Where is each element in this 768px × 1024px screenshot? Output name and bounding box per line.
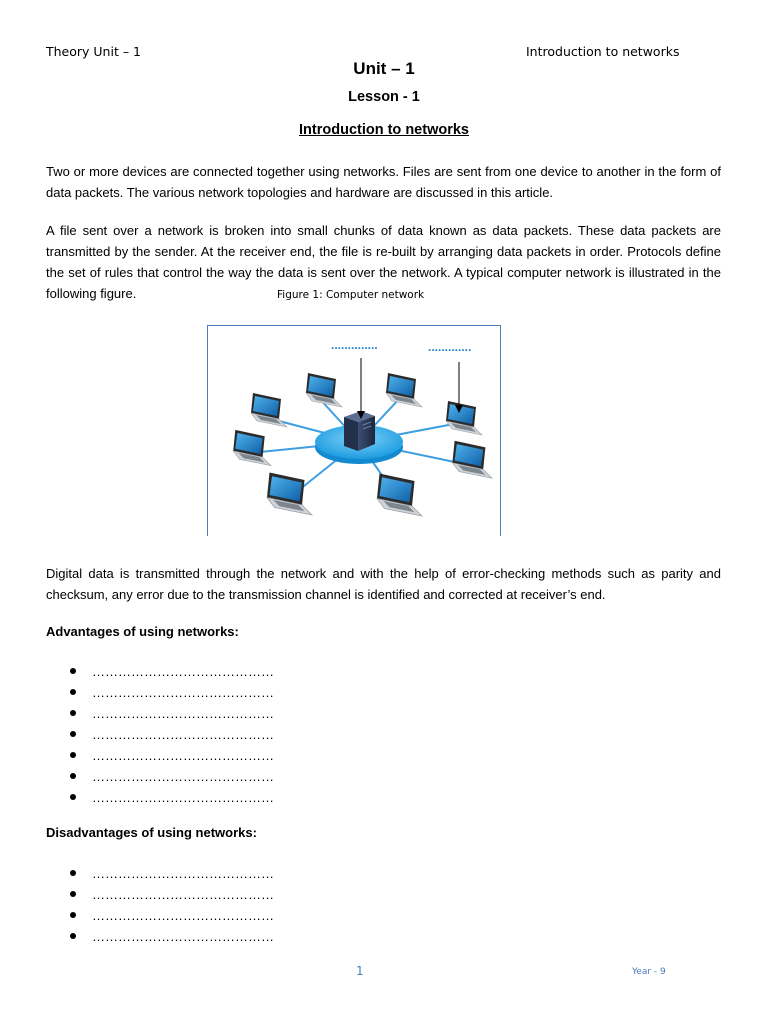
list-item (60, 766, 274, 787)
bullet-icon (70, 794, 76, 800)
unit-title: Unit – 1 (353, 59, 415, 78)
paragraph-data-packets: A file sent over a network is broken into small chunks of data known as data packets. These data packets are transmitted by the sender. At the receiver end, the file is re-built by arranging data packets in order. Protocols define the set of rules that control the way the data is sent over the network. A typical computer network is illustrated in the following figure. (46, 223, 721, 301)
page-number: 1 (356, 964, 364, 978)
disadvantages-heading: Disadvantages of using networks: (46, 825, 257, 840)
list-item (60, 905, 274, 926)
blank-line: …………………………………… (92, 748, 274, 763)
blank-line: …………………………………… (92, 769, 274, 784)
header-left: Theory Unit – 1 (46, 44, 142, 59)
list-item (60, 745, 274, 766)
list-item (60, 787, 274, 808)
blank-line: …………………………………… (92, 685, 274, 700)
bullet-icon (70, 752, 76, 758)
list-item (60, 682, 274, 703)
bullet-icon (70, 773, 76, 779)
blank-line: …………………………………… (92, 866, 274, 881)
list-item (60, 884, 274, 905)
advantages-list (60, 661, 274, 808)
blank-line: …………………………………… (92, 929, 274, 944)
blank-line: …………………………………… (92, 664, 274, 679)
figure-caption: Figure 1: Computer network (277, 289, 425, 301)
blank-line: …………………………………… (92, 908, 274, 923)
blank-line: …………………………………… (92, 887, 274, 902)
list-item (60, 926, 274, 947)
blank-line: …………………………………… (92, 790, 274, 805)
topic-title: Introduction to networks (299, 122, 469, 138)
bullet-icon (70, 731, 76, 737)
lesson-title: Lesson - 1 (348, 89, 420, 105)
paragraph-error-checking: Digital data is transmitted through the network and with the help of error-checking methods such as parity and checksum, any error due to the transmission channel is identified and corrected at receiver’s end. (46, 566, 721, 602)
bullet-icon (70, 912, 76, 918)
bullet-icon (70, 891, 76, 897)
list-item (60, 661, 274, 682)
figure-blank-left: .............. (331, 338, 378, 352)
list-item (60, 703, 274, 724)
figure-blank-right: ............. (428, 340, 472, 354)
list-item (60, 863, 274, 884)
paragraph-intro: Two or more devices are connected together using networks. Files are sent from one device to another in the form of data packets. The various network topologies and hardware are discussed in this article. (46, 164, 721, 200)
header-right: Introduction to networks (526, 44, 680, 59)
network-figure (207, 325, 501, 537)
advantages-heading: Advantages of using networks: (46, 624, 239, 639)
blank-line: …………………………………… (92, 706, 274, 721)
blank-line: …………………………………… (92, 727, 274, 742)
bullet-icon (70, 668, 76, 674)
footer-year: Year - 9 (632, 967, 666, 977)
bullet-icon (70, 933, 76, 939)
bullet-icon (70, 689, 76, 695)
bullet-icon (70, 870, 76, 876)
bullet-icon (70, 710, 76, 716)
disadvantages-list (60, 863, 274, 947)
list-item (60, 724, 274, 745)
